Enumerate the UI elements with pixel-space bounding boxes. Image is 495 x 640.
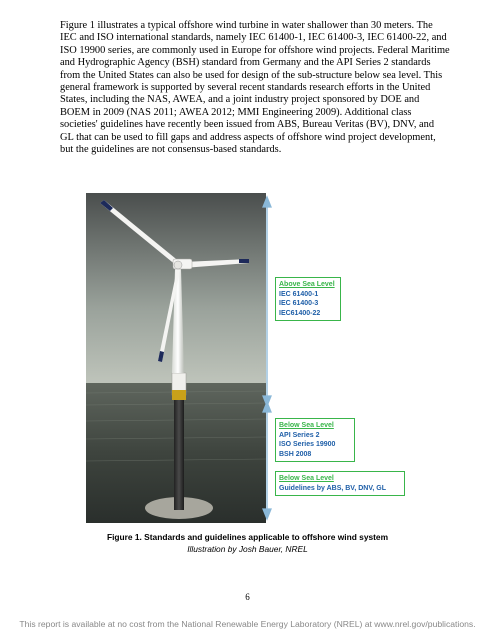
body-paragraph: Figure 1 illustrates a typical offshore wind turbine in water shallower than 30 meters. The IEC and ISO international standards, namely IEC 61400-1, IEC 61400-3, IEC 61400-22, and ISO 19900 series, are commonly used in Europe for offshore wind projects. Federal Maritime and Hydrographic Agency (BSH) standard from Germany and the API Series 2 standards from the United States can also be used for design of the sub-structure below sea level. This general framework is supported by several recent standards research efforts in the United States, including the NAS, AWEA, and a joint industry project sponsored by DOE and BOEM in 2009 (NAS 2011; AWEA 2012; MMI Engineering 2009). Additional class societies' guidelines have recently been issued from ABS, Bureau Veritas (BV), DNV, and GL that can be used to fill gaps and address aspects of offshore wind project development, but the guidelines are not consensus-based standards.: [60, 20, 450, 156]
above-sea-level-box: [275, 277, 341, 321]
page-number: 6: [245, 592, 250, 602]
figure-caption-credit: Illustration by Josh Bauer, NREL: [187, 544, 308, 554]
below-sea-level-item: BSH 2008: [279, 450, 312, 458]
figure-caption-title: Figure 1. Standards and guidelines applicable to offshore wind system: [106, 532, 389, 542]
above-sea-level-heading: Above Sea Level: [279, 281, 335, 288]
transition-piece-yellow-band: [172, 390, 186, 400]
above-sea-level-item: IEC61400-22: [279, 309, 321, 317]
above-sea-level-item: IEC 61400-3: [279, 300, 319, 307]
below-sea-level-item: ISO Series 19900: [279, 441, 336, 448]
monopile: [174, 398, 184, 510]
below-sea-level-box: [275, 418, 355, 462]
guidelines-heading: Below Sea Level: [279, 475, 334, 482]
blade-right-tip: [239, 259, 249, 263]
report-footer: This report is available at no cost from the National Renewable Energy Laboratory (NREL) at www.nrel.gov/publications.: [19, 619, 476, 629]
rotor-hub: [174, 261, 182, 269]
below-sea-level-heading: Below Sea Level: [279, 422, 334, 429]
below-sea-level-item: API Series 2: [279, 431, 320, 439]
turbine-figure: [86, 193, 423, 523]
guidelines-box: [275, 471, 405, 496]
above-sea-level-item: IEC 61400-1: [279, 290, 319, 298]
guidelines-item: Guidelines by ABS, BV, DNV, GL: [279, 484, 386, 492]
